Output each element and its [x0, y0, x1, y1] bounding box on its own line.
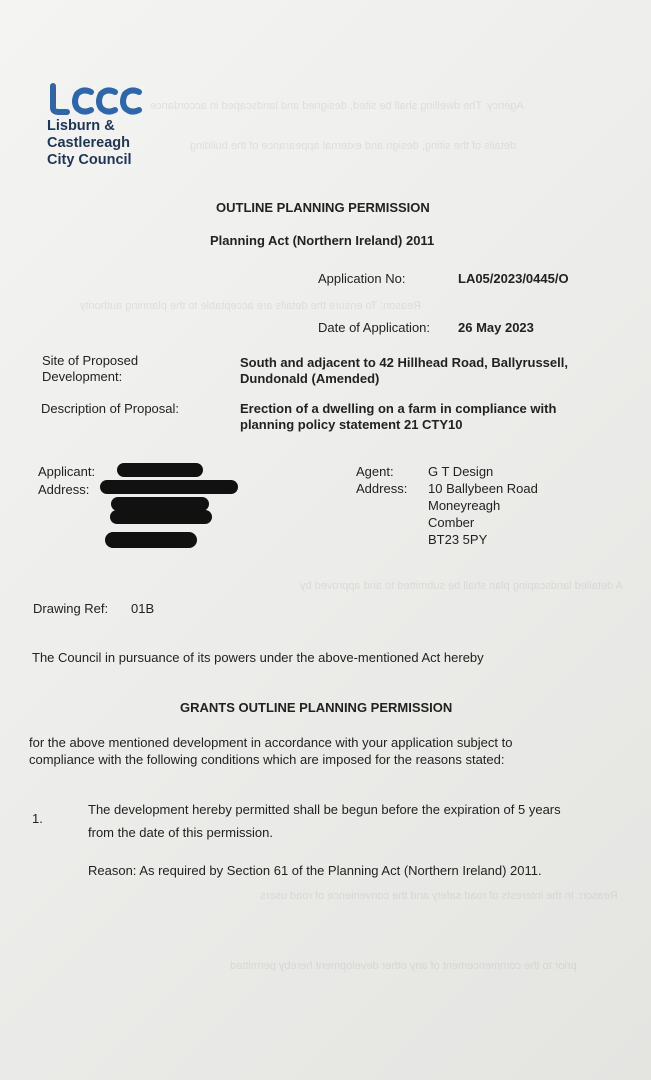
- applicant-label: Applicant:: [38, 464, 96, 479]
- condition-text-line2: from the date of this permission.: [88, 825, 273, 840]
- proposal-label: Description of Proposal:: [41, 401, 180, 416]
- agent-address-line: BT23 5PY: [428, 532, 488, 547]
- redacted-applicant-name: [117, 463, 203, 477]
- site-label-line2: Development:: [42, 369, 123, 384]
- agent-name: G T Design: [428, 464, 494, 479]
- show-through-text: Reason: In the interests of road safety and the convenience of road users: [260, 890, 618, 902]
- grant-heading: GRANTS OUTLINE PLANNING PERMISSION: [180, 700, 453, 715]
- applicant-address-label: Address:: [38, 482, 90, 497]
- proposal-line1: Erection of a dwelling on a farm in compliance with: [240, 401, 557, 416]
- agent-address-line: 10 Ballybeen Road: [428, 481, 538, 496]
- application-no-value: LA05/2023/0445/O: [458, 271, 569, 286]
- show-through-text: details of the siting, design and external appearance of the building: [190, 140, 516, 152]
- application-date-label: Date of Application:: [318, 320, 431, 335]
- agent-address-label: Address:: [356, 481, 408, 496]
- council-name: [47, 118, 132, 169]
- condition-reason: Reason: As required by Section 61 of the Planning Act (Northern Ireland) 2011.: [88, 863, 542, 878]
- conditions-intro-line1: for the above mentioned development in accordance with your application subject to: [29, 735, 513, 750]
- conditions-intro-line2: compliance with the following conditions which are imposed for the reasons stated:: [29, 752, 505, 767]
- council-logo-icon: [47, 82, 147, 116]
- show-through-text: Agency. The dwelling shall be sited, designed and landscaped in accordance: [150, 100, 524, 112]
- application-no-label: Application No:: [318, 271, 406, 286]
- site-label-line1: Site of Proposed: [42, 353, 139, 368]
- agent-address-line: Moneyreagh: [428, 498, 501, 513]
- site-address-line2: Dundonald (Amended): [240, 371, 380, 386]
- act-title: Planning Act (Northern Ireland) 2011: [210, 233, 435, 248]
- redacted-address-line3: [110, 510, 212, 524]
- redacted-address-line2: [111, 497, 209, 511]
- agent-address-line: Comber: [428, 515, 475, 530]
- condition-text-line1: The development hereby permitted shall be begun before the expiration of 5 years: [88, 802, 561, 817]
- agent-label: Agent:: [356, 464, 394, 479]
- site-address-line1: South and adjacent to 42 Hillhead Road, Ballyrussell,: [240, 355, 568, 370]
- show-through-text: A detailed landscaping plan shall be submitted to and approved by: [300, 580, 623, 592]
- redacted-address-line4: [105, 532, 197, 548]
- drawing-ref-label: Drawing Ref:: [33, 601, 109, 616]
- council-name-line3: City Council: [47, 152, 132, 168]
- drawing-ref-value: 01B: [131, 601, 155, 616]
- proposal-line2: planning policy statement 21 CTY10: [240, 417, 463, 432]
- council-name-line2: Castlereagh: [47, 135, 131, 151]
- application-date-value: 26 May 2023: [458, 320, 534, 335]
- show-through-text: Reason: To ensure the details are acceptable to the planning authority: [80, 300, 422, 312]
- council-name-line1: Lisburn &: [47, 118, 115, 134]
- preamble-text: The Council in pursuance of its powers under the above-mentioned Act hereby: [32, 650, 484, 665]
- condition-number: 1.: [32, 811, 43, 826]
- show-through-text: prior to the commencement of any other development hereby permitted: [230, 960, 577, 972]
- document-title: OUTLINE PLANNING PERMISSION: [216, 200, 430, 215]
- redacted-address-line1: [100, 480, 238, 494]
